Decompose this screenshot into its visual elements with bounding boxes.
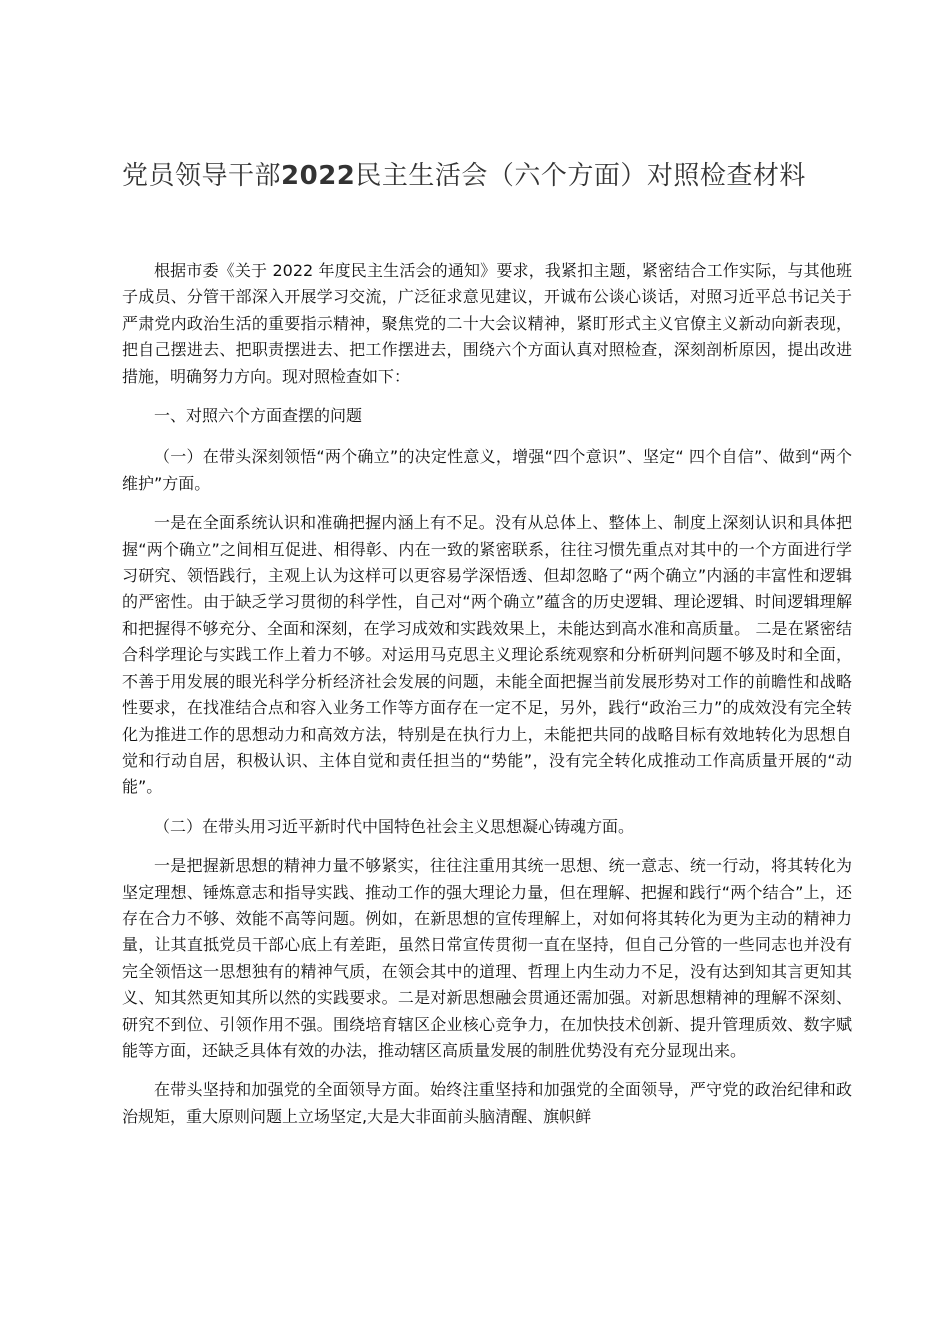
section-heading-1: 一、对照六个方面查摆的问题 <box>154 406 363 426</box>
title-year: 2022 <box>281 161 356 191</box>
title-suffix: 民主生活会（六个方面）对照检查材料 <box>355 161 806 191</box>
subsection-heading-2: （二）在带头用习近平新时代中国特色社会主义思想凝心铸魂方面。 <box>154 816 635 836</box>
body-paragraph-1: 一是在全面系统认识和准确把握内涵上有不足。没有从总体上、整体上、制度上深刻认识和具体把握“两个确立”之间相互促进、相得彰、内在一致的紧密联系，往往习惯先重点对其中的一个方面进行学习研究、领悟践行，主观上认为这样可以更容易学深悟透、但却忽略了“两个确立”内涵的丰富性和逻辑的严密性。由于缺乏学习贯彻的科学性，自己对“两个确立”蕴含的历史逻辑、理论逻辑、时间逻辑理解和把握得不够充分、全面和深刻，在学习成效和实践效果上，未能达到高水准和高质量。 二是在紧密结合科学理论与实践工作上着力不够。对运用马克思主义理论系统观察和分析研判问题不够及时和全面，不善于用发展的眼光科学分析经济社会发展的问题，未能全面把握当前发展形势对工作的前瞻性和战略性要求，在找准结合点和容入业务工作等方面存在一定不足，另外，践行“政治三力”的成效没有完全转化为推进工作的思想动力和高效方法，特别是在执行力上，未能把共同的战略目标有效地转化为思想自觉和行动自居，积极认识、主体自觉和责任担当的“势能”，没有完全转化成推动工作高质量开展的“动能”。 <box>122 513 852 797</box>
document-body <box>122 258 852 1143</box>
body-paragraph-3: 在带头坚持和加强党的全面领导方面。始终注重坚持和加强党的全面领导，严守党的政治纪律和政治规矩，重大原则问题上立场坚定,大是大非面前头脑清醒、旗帜鲜 <box>122 1080 852 1126</box>
document-title <box>122 150 842 202</box>
title-prefix: 党员领导干部 <box>122 161 282 191</box>
intro-paragraph: 根据市委《关于 2022 年度民主生活会的通知》要求，我紧扣主题，紧密结合工作实际，与其他班子成员、分管干部深入开展学习交流，广泛征求意见建议，开诚布公谈心谈话，对照习近平总书记关于严肃党内政治生活的重要指示精神，聚焦党的二十大会议精神，紧盯形式主义官僚主义新动向新表现，把自己摆进去、把职责摆进去、把工作摆进去，围绕六个方面认真对照检查，深刻剖析原因，提出改进措施，明确努力方向。现对照检查如下： <box>122 261 852 386</box>
body-paragraph-2: 一是把握新思想的精神力量不够紧实，往往注重用其统一思想、统一意志、统一行动，将其转化为坚定理想、锤炼意志和指导实践、推动工作的强大理论力量，但在理解、把握和践行“两个结合”上，还存在合力不够、效能不高等问题。例如，在新思想的宣传理解上，对如何将其转化为更为主动的精神力量，让其直抵党员干部心底上有差距，虽然日常宣传贯彻一直在坚持，但自己分管的一些同志也并没有完全领悟这一思想独有的精神气质，在领会其中的道理、哲理上内生动力不足，没有达到知其言更知其义、知其然更知其所以然的实践要求。二是对新思想融会贯通还需加强。对新思想精神的理解不深刻、研究不到位、引领作用不强。围绕培育辖区企业核心竞争力，在加快技术创新、提升管理质效、数字赋能等方面，还缺乏具体有效的办法，推动辖区高质量发展的制胜优势没有充分显现出来。 <box>122 856 852 1060</box>
subsection-heading-1: （一）在带头深刻领悟“两个确立”的决定性意义，增强“四个意识”、坚定“ 四个自信”、做到“两个维护”方面。 <box>122 447 852 493</box>
